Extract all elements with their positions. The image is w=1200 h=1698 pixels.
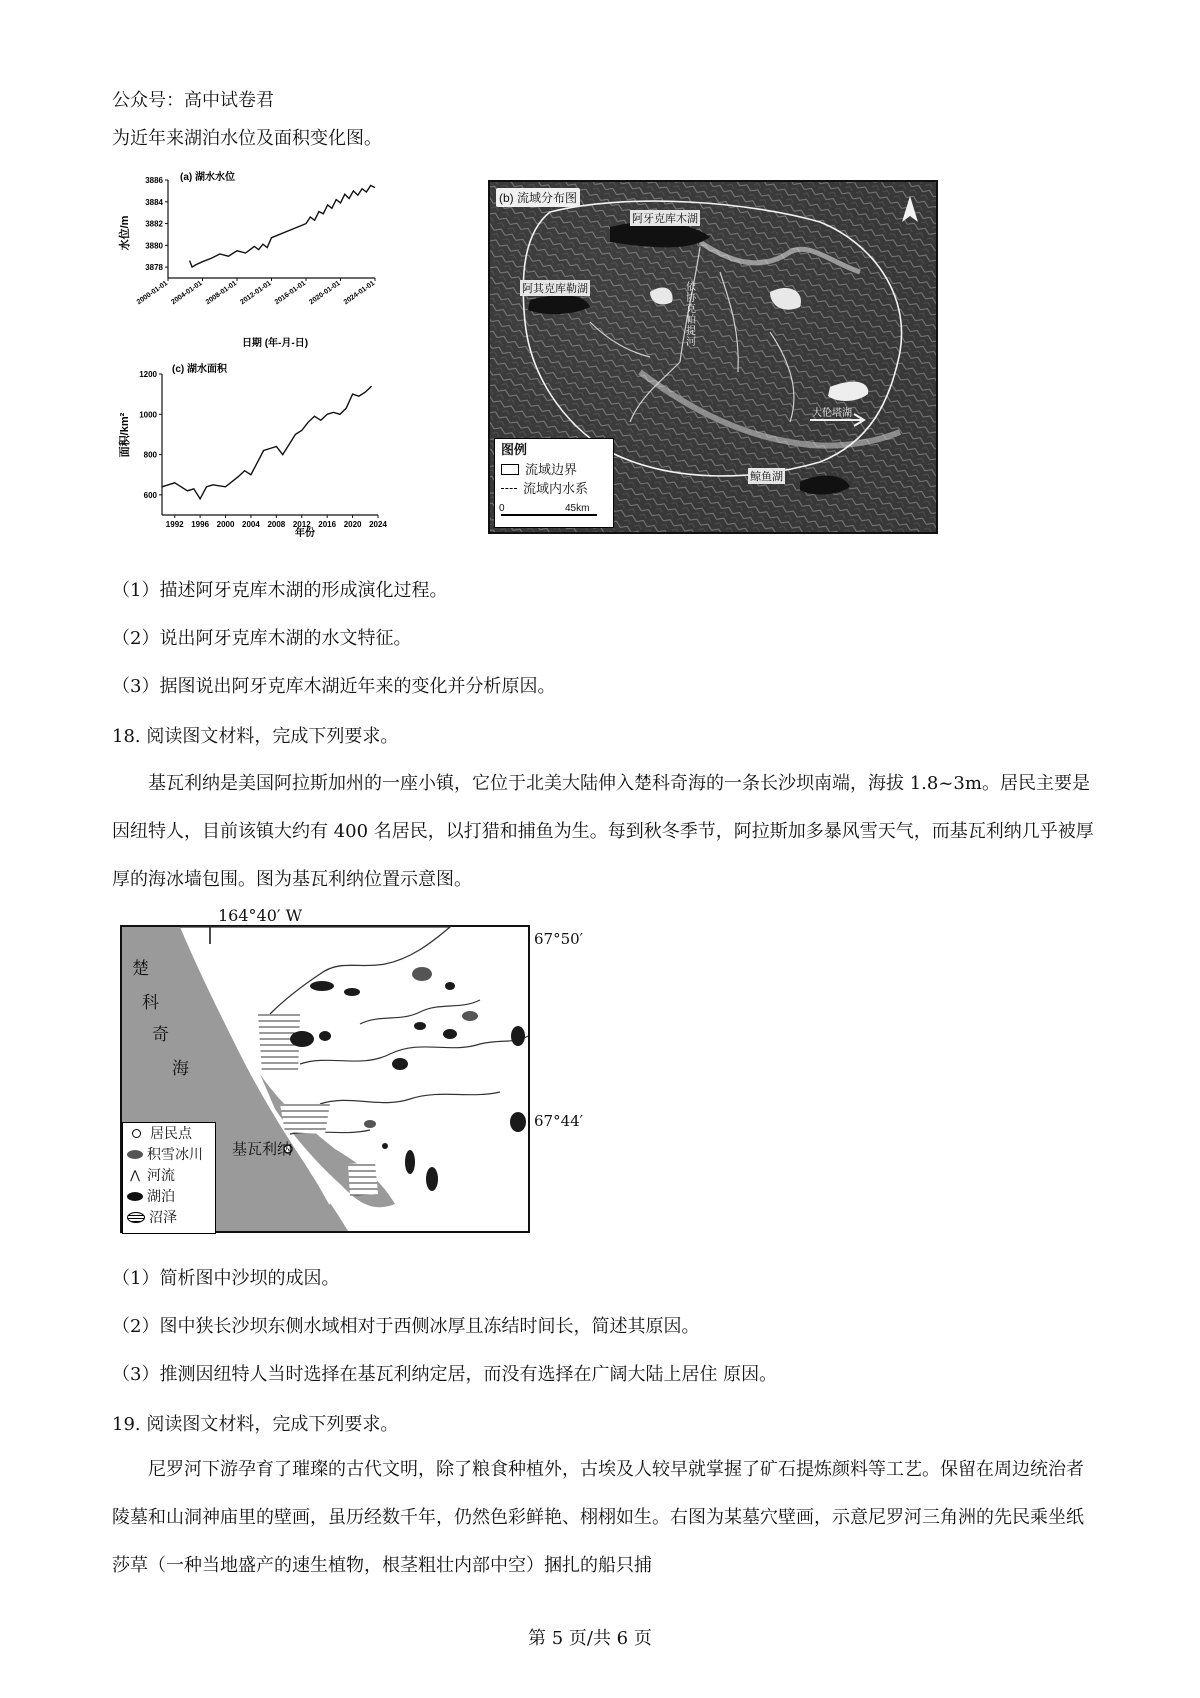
x-tick-label: 2004 [242,520,260,529]
y-tick-label: 600 [143,490,157,500]
map-lat-top-label: 67°50′ [534,930,584,948]
legend-lake: 湖泊 [147,1188,175,1204]
sea-char-2: 科 [142,993,159,1013]
x-tick-label: 2016-01-01 [273,279,308,307]
x-tick-label: 1992 [165,520,184,529]
water-level-panel-title: (a) 湖水水位 [180,172,235,183]
lake-area-panel-title: (c) 湖水面积 [172,364,227,375]
x-tick-label: 2024 [369,520,387,529]
x-tick-label: 2020 [343,520,362,529]
y-tick-label: 800 [143,450,157,460]
y-tick-label: 3878 [145,263,163,273]
river-legend-icon: ⋀ [130,1168,140,1182]
water-level-chart [110,168,410,348]
basin-satellite-map [488,180,938,534]
y-tick-label: 3880 [145,241,163,251]
river-legend-symbol [501,488,517,489]
intro-line: 为近年来湖泊水位及面积变化图。 [112,128,382,149]
x-tick-label: 2020-01-01 [308,279,342,307]
map-longitude-label: 164°40′ W [218,906,303,925]
page-header-account: 公众号：高中试卷君 [112,90,274,111]
lake-area-ylabel: 面积/km² [119,412,131,458]
y-tick-label: 1200 [139,370,157,379]
lake-area-series-line [162,386,372,499]
q19-paragraph-text: 尼罗河下游孕育了璀璨的古代文明，除了粮食种植外，古埃及人较早就掌握了矿石提炼颜料等工艺。保留在周边统治者陵墓和山洞神庙里的壁画，虽历经数千年，仍然色彩鲜艳、栩栩如生。右图为某墓穴壁画，示意尼罗河三角洲的先民乘坐纸莎草（一种当地盛产的速生植物，根茎粗壮内部中空）捆扎的船只捕 [112,1459,1084,1576]
x-tick-label: 2024-01-01 [342,279,377,307]
sea-char-1: 楚 [132,959,149,979]
water-level-ylabel: 水位/m [119,215,131,251]
kivalina-map-legend [122,1122,216,1234]
page-footer: 第 5 页/共 6 页 [528,1628,652,1649]
q19-heading: 19. 阅读图文材料，完成下列要求。 [112,1414,399,1435]
legend-glacier: 积雪冰川 [147,1146,203,1162]
y-tick-label: 1000 [139,410,157,420]
boundary-legend-symbol [501,464,519,475]
x-tick-label: 2012-01-01 [239,279,273,307]
basin-label-lake-west: 阿其克库勒湖 [520,280,590,296]
marsh-area-2 [280,1104,330,1134]
basin-label-river: 依协克帕提河 [686,282,696,348]
y-tick-label: 3886 [145,176,163,185]
settlement-legend-icon [132,1129,141,1138]
y-tick-label: 3882 [145,219,163,229]
q19-paragraph [112,1446,1097,1590]
basin-legend-boundary: 流域边界 [525,462,578,477]
q17-question-3: （3）据图说出阿牙克库木湖近年来的变化并分析原因。 [112,676,556,697]
x-tick-label: 2000 [216,520,235,529]
water-level-series-line [190,185,375,267]
water-level-xlabel: 日期 (年-月-日) [241,338,309,348]
x-tick-label: 2008-01-01 [204,279,239,307]
basin-label-lake-south: 鲸鱼湖 [748,468,785,484]
x-tick-label: 2000-01-01 [135,279,170,307]
y-tick-label: 3884 [145,197,163,207]
lake-legend-icon [127,1192,143,1201]
basin-label-arrow: 大伦塔湖 [812,408,852,419]
q18-question-1: （1）简析图中沙坝的成因。 [112,1268,340,1289]
map-lat-bottom-label: 67°44′ [534,1112,584,1130]
q18-heading: 18. 阅读图文材料，完成下列要求。 [112,726,399,747]
basin-map-title: (b) 流域分布图 [496,188,580,207]
q18-question-3: （3）推测因纽特人当时选择在基瓦利纳定居，而没有选择在广阔大陆上居住 原因。 [112,1364,778,1385]
lake-area-chart [110,360,410,540]
legend-marsh: 沼泽 [149,1209,177,1225]
scale-start: 0 [499,503,505,514]
lake-area-xlabel: 年份 [295,528,315,539]
marsh-area-3 [348,1162,378,1196]
q18-question-2: （2）图中狭长沙坝东侧水域相对于西侧冰厚且冻结时间长，简述其原因。 [112,1316,700,1337]
x-tick-label: 2012 [292,520,311,529]
basin-label-lake-main: 阿牙克库木湖 [630,210,700,226]
marsh-legend-icon [127,1212,145,1223]
x-tick-label: 2004-01-01 [170,279,204,307]
q17-question-2: （2）说出阿牙克库木湖的水文特征。 [112,628,412,649]
q17-question-1: （1）描述阿牙克库木湖的形成演化过程。 [112,580,448,601]
basin-legend-river: 流域内水系 [523,481,589,496]
glacier-legend-icon [127,1150,143,1159]
basin-legend-title: 图例 [501,442,528,457]
town-label: 基瓦利纳 [232,1140,293,1158]
basin-map-legend [494,438,614,528]
scale-end: 45km [565,503,590,514]
sea-char-3: 奇 [152,1025,169,1045]
x-tick-label: 2008 [267,520,286,529]
x-tick-label: 2016 [318,520,337,529]
kivalina-location-map [120,904,584,1234]
x-tick-label: 1996 [191,520,210,529]
q18-paragraph-text: 基瓦利纳是美国阿拉斯加州的一座小镇，它位于北美大陆伸入楚科奇海的一条长沙坝南端，海拔 1.8~3m。居民主要是因纽特人，目前该镇大约有 400 名居民，以打猎和捕鱼为生。每到秋冬季节，阿拉斯加多暴风雪天气，而基瓦利纳几乎被厚厚的海冰墙包围。图为基瓦利纳位置示意图。 [112,773,1094,890]
legend-river: 河流 [147,1167,175,1183]
q18-paragraph [112,760,1097,904]
sea-char-4: 海 [172,1059,189,1079]
legend-settlement: 居民点 [150,1125,192,1141]
